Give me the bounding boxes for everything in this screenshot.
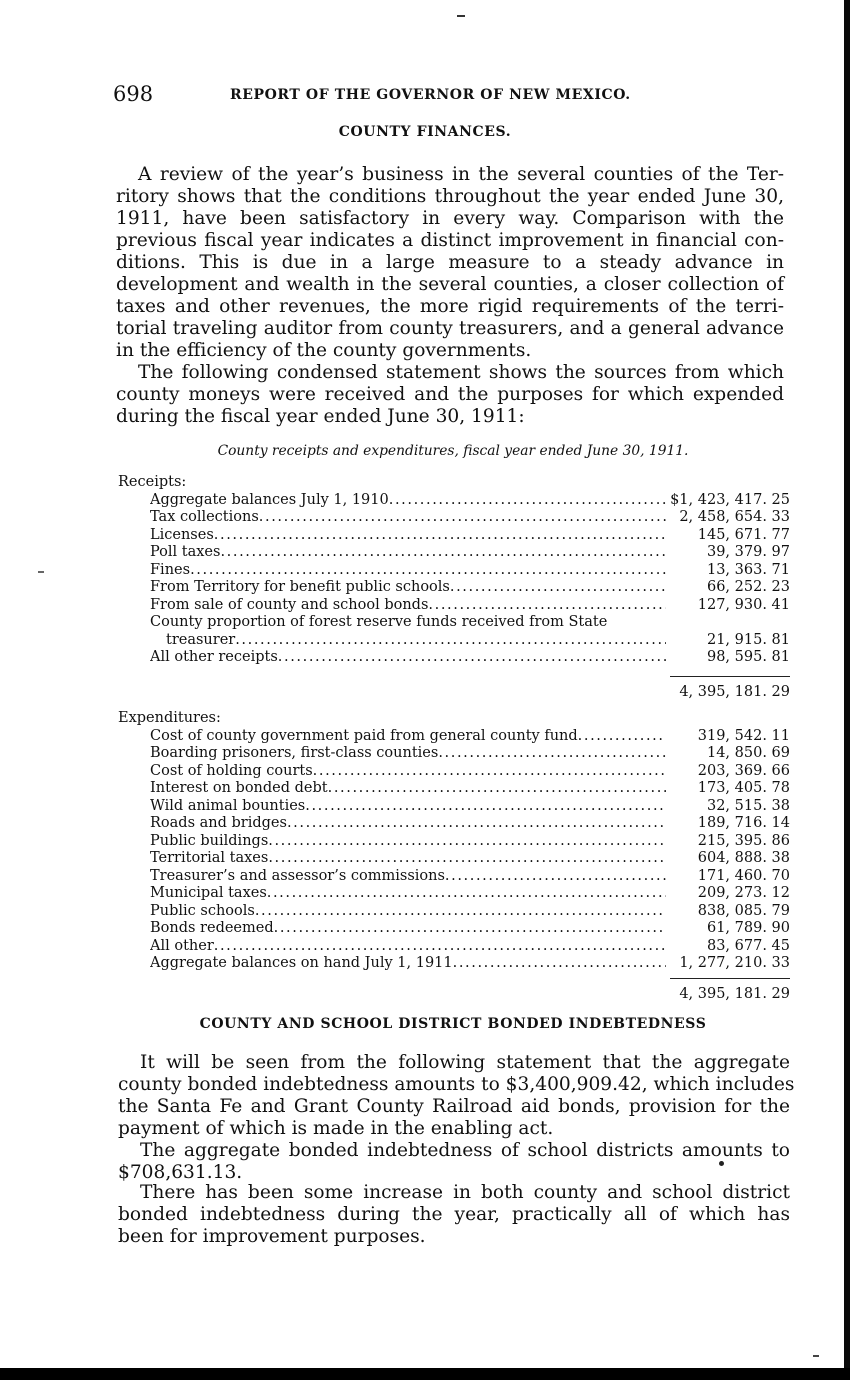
- table-row: [118, 780, 790, 798]
- text-line: There has been some increase in both county and school district: [140, 1182, 790, 1203]
- text-line: the Santa Fe and Grant County Railroad aid bonds, provision for the: [118, 1096, 790, 1117]
- text-line: bonded indebtedness during the year, practically all of which has: [118, 1204, 790, 1225]
- table-row: [118, 728, 790, 746]
- total-rule: [118, 975, 790, 983]
- row-amount: 39, 379. 97: [706, 544, 790, 560]
- row-amount: 189, 716. 14: [697, 815, 790, 831]
- row-amount: 21, 915. 81: [706, 631, 790, 648]
- paragraph-increase: [118, 1182, 790, 1248]
- text-line: taxes and other revenues, the more rigid requirements of the terri-: [116, 296, 784, 317]
- table-row: [118, 562, 790, 580]
- row-amount: 2, 458, 654. 33: [679, 509, 790, 525]
- row-label: Cost of county government paid from general county fund .....: [150, 728, 666, 746]
- table-row: [118, 763, 790, 781]
- row-amount: 83, 677. 45: [706, 937, 790, 954]
- text-line: A review of the year’s business in the several counties of the Ter-: [138, 164, 784, 185]
- scan-artifact: [813, 1355, 819, 1357]
- text-line: previous fiscal year indicates a distinct improvement in financial con-: [116, 230, 784, 251]
- section-title-bonded-indebtedness: COUNTY AND SCHOOL DISTRICT BONDED INDEBTEDNESS: [199, 1016, 707, 1032]
- row-label: Treasurer’s and assessor’s commissions .....: [150, 868, 666, 886]
- row-amount: 14, 850. 69: [706, 745, 790, 761]
- table-row: [118, 833, 790, 851]
- scan-artifact: [719, 1161, 724, 1166]
- table-row: [118, 579, 790, 597]
- row-label: Municipal taxes .....: [150, 885, 666, 903]
- expenditures-table: [118, 710, 790, 1005]
- row-label: Interest on bonded debt .....: [150, 780, 666, 798]
- row-label: Licenses .....: [150, 527, 666, 545]
- text-line: in the efficiency of the county governments.: [116, 340, 532, 361]
- total-rule: [118, 673, 790, 681]
- text-line: been for improvement purposes.: [118, 1226, 426, 1247]
- row-amount: $1, 423, 417. 25: [670, 491, 790, 508]
- row-amount: 98, 595. 81: [706, 649, 790, 665]
- row-label: Territorial taxes .....: [150, 850, 666, 868]
- text-line: ditions. This is due in a large measure to a steady advance in: [116, 252, 784, 273]
- row-label: Fines .....: [150, 562, 666, 580]
- row-amount: 61, 789. 90: [706, 920, 790, 936]
- paragraph-review: [116, 164, 784, 362]
- row-amount: 173, 405. 78: [697, 780, 790, 796]
- text-line: It will be seen from the following statement that the aggregate: [140, 1052, 790, 1073]
- table-row: [118, 745, 790, 763]
- row-amount: 171, 460. 70: [697, 867, 790, 884]
- row-label: From sale of county and school bonds .....: [150, 597, 666, 615]
- row-amount: 604, 888. 38: [697, 850, 790, 866]
- table-row: [118, 544, 790, 562]
- table-row: [118, 955, 790, 973]
- row-amount: 215, 395. 86: [697, 832, 790, 849]
- table-row: [118, 632, 790, 650]
- table-row: [118, 492, 790, 510]
- row-label: Public schools .....: [150, 903, 666, 921]
- row-label: Tax collections .....: [150, 509, 666, 527]
- running-title: REPORT OF THE GOVERNOR OF NEW MEXICO.: [230, 87, 631, 103]
- page-number: 698: [113, 82, 154, 106]
- receipts-total: 4, 395, 181. 29: [679, 683, 790, 700]
- table-row: [118, 527, 790, 545]
- text-line: county moneys were received and the purposes for which expended: [116, 384, 784, 405]
- table-row: [118, 903, 790, 921]
- scan-artifact: [457, 15, 465, 17]
- row-label: Aggregate balances July 1, 1910 .....: [150, 492, 666, 510]
- paragraph-statement-intro: [116, 362, 784, 428]
- row-label: Roads and bridges .....: [150, 815, 666, 833]
- row-label: Cost of holding courts .....: [150, 763, 666, 781]
- row-amount: 127, 930. 41: [697, 596, 790, 613]
- row-amount: 203, 369. 66: [697, 762, 790, 779]
- row-amount: 145, 671. 77: [697, 526, 790, 543]
- row-label: County proportion of forest reserve funds received from State: [150, 614, 608, 630]
- table-row: [118, 649, 790, 667]
- receipts-total-row: [118, 681, 790, 703]
- text-line: torial traveling auditor from county treasurers, and a general advance: [116, 318, 784, 339]
- paragraph-county-bonds: [118, 1052, 795, 1140]
- expenditures-total: 4, 395, 181. 29: [679, 985, 790, 1002]
- expenditures-total-row: [118, 983, 790, 1005]
- paragraph-school-bonds: [118, 1140, 790, 1184]
- text-line: county bonded indebtedness amounts to $3,400,909.42, which includes: [118, 1074, 795, 1095]
- row-label: Boarding prisoners, first-class counties .....: [150, 745, 666, 763]
- text-line: The aggregate bonded indebtedness of school districts amounts to: [140, 1140, 790, 1161]
- section-title-county-finances: COUNTY FINANCES.: [338, 124, 512, 140]
- row-label: treasurer .....: [166, 632, 666, 650]
- table-row: [118, 938, 790, 956]
- page-edge: [0, 1368, 850, 1380]
- table-row: [118, 920, 790, 938]
- text-line: ritory shows that the conditions throughout the year ended June 30,: [116, 186, 784, 207]
- row-amount: 13, 363. 71: [706, 561, 790, 578]
- table-row: [118, 614, 790, 632]
- row-amount: 1, 277, 210. 33: [679, 955, 790, 971]
- row-label: Wild animal bounties .....: [150, 798, 666, 816]
- row-amount: 66, 252. 23: [706, 579, 790, 595]
- row-label: Aggregate balances on hand July 1, 1911 .....: [150, 955, 666, 973]
- row-amount: 209, 273. 12: [697, 885, 790, 901]
- row-amount: 32, 515. 38: [706, 797, 790, 814]
- text-line: The following condensed statement shows the sources from which: [138, 362, 784, 383]
- table-row: [118, 885, 790, 903]
- table-row: [118, 850, 790, 868]
- table-row: [118, 868, 790, 886]
- row-label: Public buildings .....: [150, 833, 666, 851]
- receipts-table: [118, 474, 790, 703]
- page-edge: [844, 0, 850, 1368]
- row-amount: 319, 542. 11: [697, 727, 790, 744]
- table-row: [118, 597, 790, 615]
- row-amount: 838, 085. 79: [697, 902, 790, 919]
- text-line: $708,631.13.: [118, 1162, 243, 1183]
- table-caption: County receipts and expenditures, fiscal year ended June 30, 1911.: [217, 443, 689, 459]
- table-row: [118, 815, 790, 833]
- text-line: 1911, have been satisfactory in every way. Comparison with the: [116, 208, 784, 229]
- receipts-heading: Receipts:: [118, 474, 187, 490]
- row-label: Poll taxes .....: [150, 544, 666, 562]
- row-label: From Territory for benefit public schools .....: [150, 579, 666, 597]
- text-line: during the fiscal year ended June 30, 1911:: [116, 406, 525, 427]
- row-label: All other receipts .....: [150, 649, 666, 667]
- text-line: development and wealth in the several counties, a closer collection of: [116, 274, 784, 295]
- row-label: Bonds redeemed .....: [150, 920, 666, 938]
- table-row: [118, 798, 790, 816]
- text-line: payment of which is made in the enabling act.: [118, 1118, 554, 1139]
- row-label: All other .....: [150, 938, 666, 956]
- table-row: [118, 509, 790, 527]
- expenditures-heading: Expenditures:: [118, 710, 221, 726]
- scan-artifact: [38, 571, 44, 573]
